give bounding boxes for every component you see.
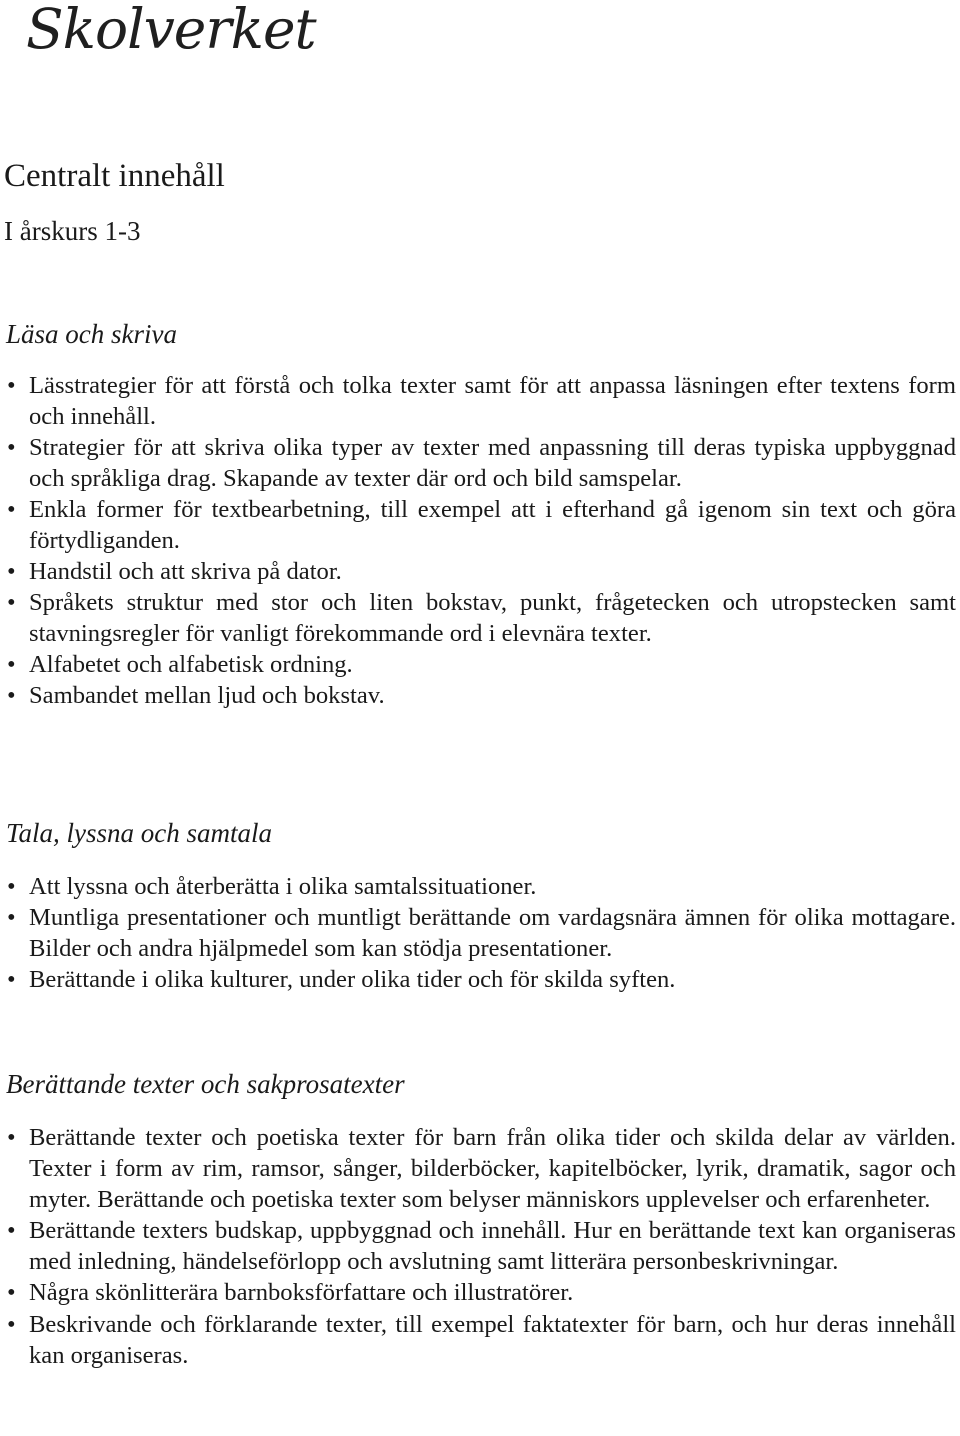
bullet-icon: • — [7, 1217, 16, 1245]
list-item — [0, 649, 956, 680]
grade-subtitle: I årskurs 1-3 — [4, 216, 141, 246]
list-item-text: Att lyssna och återberätta i olika samtalssituationer. — [29, 873, 537, 900]
list-item-text: Berättande i olika kulturer, under olika tider och för skilda syften. — [29, 966, 676, 994]
bullet-icon: • — [7, 1124, 16, 1151]
list-item — [0, 871, 956, 902]
bullet-icon: • — [7, 1310, 16, 1338]
list-item-text: Muntliga presentationer och muntligt berättande om vardagsnära ämnen för olika mottagare. Bilder och andra hjälpmedel som kan stödja presentationer. — [29, 904, 956, 963]
list-item-text: Berättande texter och poetiska texter för barn från olika tider och skilda delar av världen. Texter i form av rim, ramsor, sånger, bilderböcker, kapitelböcker, lyrik, dramatik, sagor och myter. Berättande och poetiska texter som belyser människors upplevelser och erfarenheter. — [29, 1124, 956, 1214]
section-list-berattande-texter-och-sakprosatexter — [0, 1122, 956, 1371]
list-item — [0, 370, 956, 432]
bullet-icon: • — [7, 651, 16, 678]
bullet-icon: • — [7, 966, 16, 994]
bullet-icon: • — [7, 496, 16, 523]
list-item-text: Sambandet mellan ljud och bokstav. — [29, 682, 385, 709]
bullet-icon: • — [7, 873, 16, 900]
list-item — [0, 1309, 956, 1371]
list-item-text: Beskrivande och förklarande texter, till exempel faktatexter för barn, och hur deras innehåll kan organiseras. — [29, 1310, 956, 1369]
list-item-text: Enkla former för textbearbetning, till exempel att i efterhand gå igenom sin text och göra förtydliganden. — [29, 496, 956, 554]
list-item-text: Språkets struktur med stor och liten bokstav, punkt, frågetecken och utropstecken samt stavningsregler för vanligt förekommande ord i elevnära texter. — [29, 589, 956, 647]
section-heading-berattande-texter-och-sakprosatexter: Berättande texter och sakprosatexter — [6, 1069, 405, 1099]
bullet-icon: • — [7, 372, 16, 399]
list-item — [0, 494, 956, 556]
section-heading-tala-lyssna-och-samtala: Tala, lyssna och samtala — [6, 818, 273, 848]
list-item-text: Alfabetet och alfabetisk ordning. — [29, 651, 353, 678]
bullet-icon: • — [7, 682, 16, 709]
list-item-text: Handstil och att skriva på dator. — [29, 558, 342, 585]
bullet-icon: • — [7, 1279, 16, 1307]
section-heading-lasa-och-skriva: Läsa och skriva — [6, 319, 177, 349]
bullet-icon: • — [7, 904, 16, 932]
list-item — [0, 1277, 956, 1308]
list-item-text: Några skönlitterära barnboksförfattare och illustratörer. — [29, 1279, 574, 1307]
list-item-text: Lässtrategier för att förstå och tolka texter samt för att anpassa läsningen efter textens form och innehåll. — [29, 372, 956, 430]
page-title: Centralt innehåll — [4, 158, 225, 194]
bullet-icon: • — [7, 558, 16, 585]
list-item — [0, 680, 956, 711]
section-list-lasa-och-skriva — [0, 370, 956, 711]
list-item — [0, 1215, 956, 1277]
list-item — [0, 964, 956, 995]
bullet-icon: • — [7, 589, 16, 616]
list-item — [0, 432, 956, 494]
bullet-icon: • — [7, 434, 16, 461]
list-item — [0, 902, 956, 964]
list-item — [0, 556, 956, 587]
list-item-text: Strategier för att skriva olika typer av texter med anpassning till deras typiska uppbyggnad och språkliga drag. Skapande av texter där ord och bild samspelar. — [29, 434, 956, 492]
list-item — [0, 587, 956, 649]
section-list-tala-lyssna-och-samtala — [0, 871, 956, 995]
list-item — [0, 1122, 956, 1215]
skolverket-logo: Skolverket — [26, 0, 316, 61]
list-item-text: Berättande texters budskap, uppbyggnad och innehåll. Hur en berättande text kan organiseras med inledning, händelseförlopp och avslutning samt litterära personbeskrivningar. — [29, 1217, 956, 1276]
